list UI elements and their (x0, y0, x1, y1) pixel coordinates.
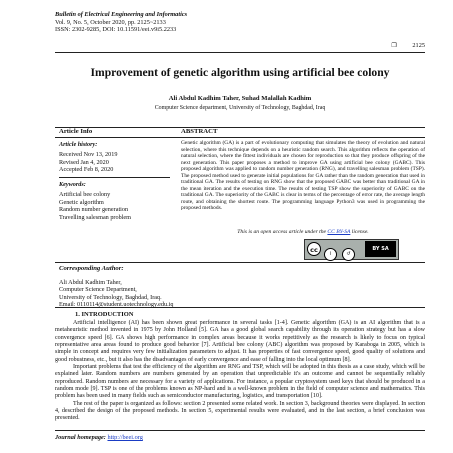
info-top-rule (55, 127, 425, 128)
intro-heading: 1. INTRODUCTION (75, 311, 134, 318)
header-page-info (391, 42, 425, 49)
intro-paragraph: Important problems that test the efficiency of the algorithm are RNG and TSP, which will be adopted in this thesis as a case study, which will be explained later. Random numbers are numbers generated by an operation that unpredictable it's an outcome and cannot be sequentially reliably reproduced. Random numbers are necessary for a variety of applications. For instance, a popular cryptosystem used keys that should be produced in a random mode [9]. TSP is one of the problems known as NP-hard and is a well-known problem in the field of computer science and mathematics. This problem has been used in many fields such as semiconductor manufacturing, logistics, and transportation [10]. (55, 364, 425, 400)
corresponding-heading: Corresponding Author: (59, 265, 124, 272)
article-history (59, 141, 173, 174)
journal-header (55, 11, 187, 34)
keyword: Genetic algorithm (59, 198, 104, 206)
keyword: Random number generation (59, 206, 129, 214)
history-heading: Article history: (59, 141, 98, 148)
history-list (59, 151, 173, 173)
journal-footer (55, 434, 143, 441)
corresponding-top-rule (55, 262, 425, 263)
journal-issn: ISSN: 2302-9285, DOI: 10.11591/eei.v9i5.2233 (55, 26, 177, 34)
keywords-list (59, 191, 173, 221)
corresponding-line: Computer Science Department, (59, 286, 137, 294)
intro-body (55, 320, 425, 423)
cc-by-sa-badge[interactable] (304, 239, 399, 260)
license-line (181, 229, 425, 235)
paper-authors: Ali Abdul Kadhim Taher, Suhad Malallah Kadhim (168, 95, 312, 102)
license-text: This is an open access article under the (237, 229, 326, 235)
intro-paragraph: Artificial intelligence (AI) has been shown great performance in several tasks [1-4]. Genetic algorithm (GA) is an AI algorithm that is a metaheuristic method invented in 1975 by John Holland [5]. GA has a good global search capability through its operation strategy but has a slow convergence speed [6]. GA shows high performance in complex areas because it works repetitively as the research is likely to focus on typical representative area areas found to produce good behavior [7]. Artificial bee colony (ABC) algorithm was proposed by Karaboga in 2005, which is simple in concept and requires very few initialization parameters to adjust. It has properties of fast convergence speed, good quality of solutions and good robustness, etc., but it also has the disadvantages of early convergence and ease of falling into the local optimum [8]. (55, 320, 425, 363)
keyword: Artificial bee colony (59, 191, 111, 199)
homepage-label: Journal homepage: (55, 434, 106, 441)
cc-icon: cc (307, 242, 321, 256)
info-heading-rule (55, 137, 425, 138)
header-rule (55, 52, 425, 53)
attribution-icon: i (324, 248, 337, 261)
abstract-heading: ABSTRACT (181, 128, 218, 135)
corresponding-bottom-rule (55, 307, 425, 308)
cc-icons (324, 242, 362, 256)
history-item: Revised Jan 4, 2020 (59, 158, 109, 166)
journal-name: Bulletin of Electrical Engineering and Informatics (55, 11, 188, 18)
history-item: Received Nov 13, 2019 (59, 151, 118, 159)
cc-badge-label: BY SA (365, 241, 396, 257)
abstract-text: Genetic algorithm (GA) is a part of evolutionary computing that simulates the theory of evolution and natural selection, where this technique depends on a heuristic random search. This algorithm reflects the operation of natural selection, where the fittest individuals are chosen for reproduction so that they produce offspring of the next generation. This paper proposes a method to improve GA using artificial bee colony (GABC). This proposed algorithm was applied to random number generation (RNG), and travelling salesman problem (TSP). The proposed method used to generate initial populations for GA rather than the random generation that used in traditional GA. The results of testing on RNG show that the proposed GABC was better than traditional GA in the mean iteration and the execution time. The results of testing TSP show the superiority of GABC on the traditional GA. The superiority of the GABC is clear in terms of the percentage of error rate, the average length route, and obtaining the shortest route. The programming language Python3 was used in programming the proposed methods. (181, 140, 425, 212)
intro-paragraph: The rest of the paper is organized as follows: section 2 presented some related work. In section 3, background theories were displayed. In section 4, described the design of the proposed methods. In section 5, experimental results were evaluated, and in the last section, a brief conclusion was presented. (55, 400, 425, 422)
journal-issue: Vol. 9, No. 5, October 2020, pp. 2125~2133 (55, 18, 166, 26)
article-info-heading: Article Info (59, 128, 93, 135)
homepage-link[interactable]: http://beei.org (107, 434, 143, 441)
corresponding-line: University of Technology, Baghdad, Iraq. (59, 293, 162, 301)
footer-rule (55, 430, 425, 431)
license-tail: license. (351, 229, 369, 235)
corresponding-email: Email: 0110114@student.uotechnology.edu.iq (59, 301, 174, 309)
history-divider (59, 177, 170, 178)
paper-title: Improvement of genetic algorithm using artificial bee colony (90, 66, 390, 79)
keyword: Travelling salesman problem (59, 213, 131, 221)
square-icon: ❒ (391, 42, 397, 49)
share-alike-icon: ↺ (342, 248, 355, 261)
history-item: Accepted Feb 8, 2020 (59, 166, 114, 174)
corresponding-details (59, 279, 359, 309)
keywords-block (59, 181, 173, 221)
corresponding-line: Ali Abdul Kadhim Taher, (59, 279, 122, 286)
license-link[interactable]: CC BY-SA (327, 229, 351, 235)
keywords-heading: Keywords: (59, 181, 86, 188)
page-number: 2125 (412, 42, 425, 49)
paper-affiliation: Computer Science department, University of Technology, Baghdad, Iraq (154, 105, 326, 111)
